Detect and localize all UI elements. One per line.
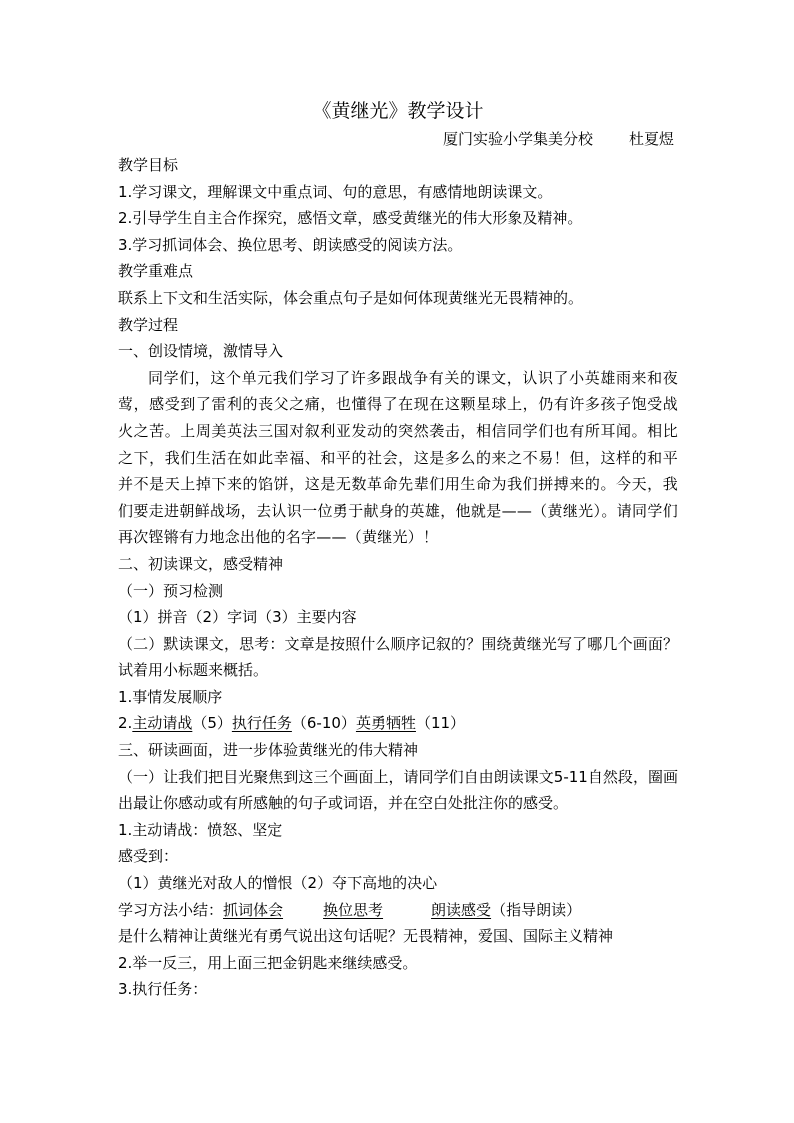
process-heading: 教学过程: [118, 315, 179, 334]
author-line: [118, 126, 678, 152]
goal-item: 2.引导学生自主合作探究，感悟文章，感受黄继光的伟大形象及精神。: [118, 209, 583, 228]
step2-heading: 二、初读课文，感受精神: [118, 554, 284, 573]
page-title: 《黄继光》教学设计: [312, 100, 484, 122]
method-prefix: 学习方法小结：: [118, 900, 224, 919]
step1-heading: 一、创设情境，激情导入: [118, 342, 284, 361]
goals-heading: 教学目标: [118, 156, 179, 174]
step3-heading: 三、研读画面，进一步体验黄继光的伟大精神: [118, 741, 419, 760]
felt-label: 感受到：: [118, 847, 179, 866]
method-1: 抓词体会: [223, 900, 284, 919]
subtitle-3-range: （11）: [415, 714, 466, 733]
method-summary: [118, 897, 678, 924]
felt-items: （1）黄继光对敌人的憎恨（2）夺下高地的决心: [118, 874, 438, 893]
method-suffix: （指导朗读）: [491, 900, 582, 919]
subtitles-prefix: 2.: [118, 714, 133, 733]
author-name: 杜夏煜: [628, 130, 674, 148]
infer-line: 2.举一反三，用上面三把金钥匙来继续感受。: [118, 953, 418, 972]
goal-item: 1.学习课文，理解课文中重点词、句的意思，有感情地朗读课文。: [118, 182, 553, 201]
goal-item: 3.学习抓词体会、换位思考、朗读感受的阅读方法。: [118, 235, 463, 254]
method-2: 换位思考: [323, 900, 384, 919]
spirit-line: 是什么精神让黄继光有勇气说出这句话呢？无畏精神，爱国、国际主义精神: [118, 927, 614, 946]
silent-read-text: （二）默读课文，思考：文章是按照什么顺序记叙的？围绕黄继光写了哪几个画面？试着用小标题来概括。: [118, 634, 678, 680]
subtitle-1-range: （5）: [192, 714, 232, 733]
document-page: [118, 98, 678, 1003]
subtitle-1: 主动请战: [132, 714, 193, 733]
focus-text: （一）让我们把目光聚焦到这三个画面上，请同学们自由朗读课文5-11自然段，圈画出最让你感动或有所感触的句子或词语，并在空白处批注你的感受。: [118, 767, 678, 813]
task-line: 3.执行任务：: [118, 980, 208, 999]
order-item: 1.事情发展顺序: [118, 687, 223, 706]
step1-paragraph: 同学们，这个单元我们学习了许多跟战争有关的课文，认识了小英雄雨来和夜莺，感受到了雷利的丧父之痛，也懂得了在现在这颗星球上，仍有许多孩子饱受战火之苦。上周美英法三国对叙利亚发动的突然袭击，相信同学们也有所耳闻。相比之下，我们生活在如此幸福、和平的社会，这是多么的来之不易！但，这样的和平并不是天上掉下来的馅饼，这是无数革命先辈们用生命为我们拼搏来的。今天，我们要走进朝鲜战场，去认识一位勇于献身的英雄，他就是——（黄继光）。请同学们再次铿锵有力地念出他的名字——（黄继光）！: [118, 368, 678, 547]
subtitle-3: 英勇牺牲: [355, 714, 416, 733]
subtitles-line: [118, 710, 678, 737]
scene1-line: 1.主动请战：愤怒、坚定: [118, 820, 283, 839]
subtitle-2-range: （6-10）: [291, 714, 356, 733]
school-name: 厦门实验小学集美分校: [442, 130, 593, 148]
preview-items: （1）拼音（2）字词（3）主要内容: [118, 608, 357, 627]
preview-heading: （一）预习检测: [118, 581, 224, 600]
method-3: 朗读感受: [431, 900, 492, 919]
key-heading: 教学重难点: [118, 262, 194, 281]
key-text: 联系上下文和生活实际，体会重点句子是如何体现黄继光无畏精神的。: [118, 288, 584, 307]
subtitle-2: 执行任务: [231, 714, 292, 733]
